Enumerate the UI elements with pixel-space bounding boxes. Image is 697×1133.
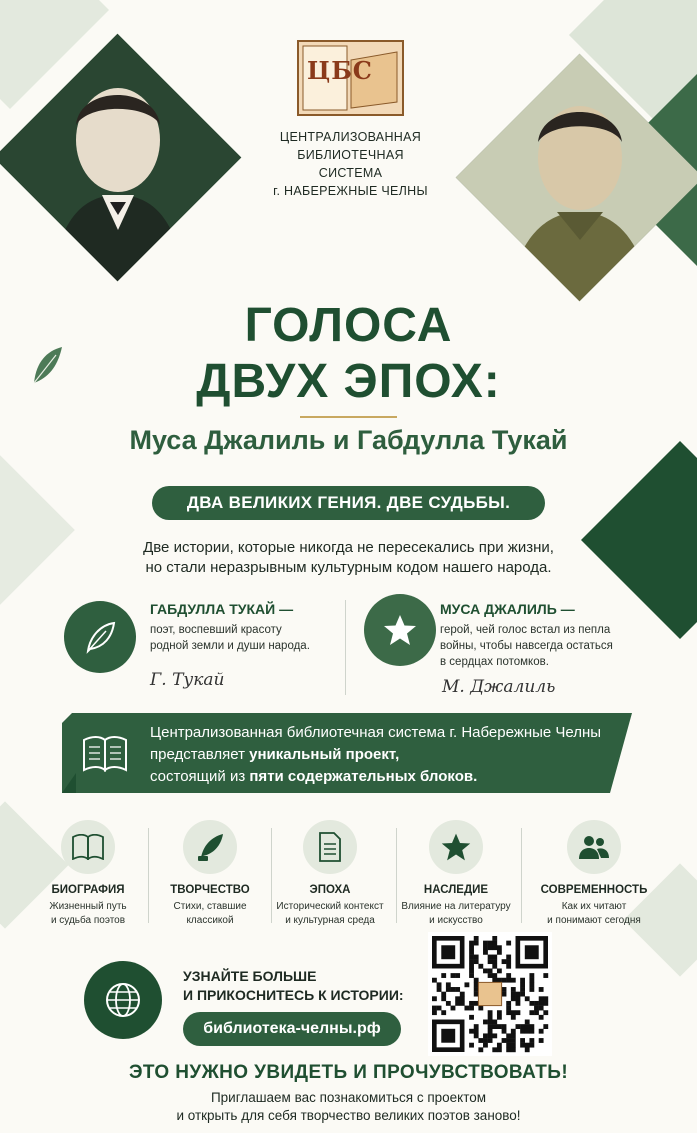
intro-text — [90, 538, 607, 578]
intro-line-1: Две истории, которые никогда не пересекались при жизни, — [143, 539, 554, 556]
block-creativity — [152, 820, 268, 928]
title-line-2: ДВУХ ЭПОХ: — [196, 355, 501, 408]
block-title: ТВОРЧЕСТВО — [170, 884, 250, 896]
site-url-link[interactable]: библиотека-челны.рф — [183, 1012, 401, 1046]
block-legacy — [398, 820, 514, 928]
block-biography — [30, 820, 146, 928]
invitation-line-2: и открыть для себя творчество великих поэтов заново! — [176, 1108, 521, 1123]
project-line-2-bold: уникальный проект, — [249, 746, 400, 763]
poet-desc-jalil-line-2: войны, чтобы навсегда остаться — [440, 640, 613, 652]
feather-icon — [64, 601, 136, 673]
block-separator — [396, 828, 397, 923]
org-name — [258, 128, 443, 200]
block-desc-line-2: и понимают сегодня — [547, 915, 641, 926]
org-line-4: г. НАБЕРЕЖНЫЕ ЧЕЛНЫ — [273, 184, 428, 198]
project-line-2 — [150, 744, 620, 766]
star-icon — [364, 594, 436, 666]
block-desc-line-1: Стихи, ставшие — [173, 901, 247, 912]
block-desc-line-1: Влияние на литературу — [401, 901, 511, 912]
invitation-line-1: Приглашаем вас познакомиться с проектом — [210, 1090, 487, 1105]
project-text — [150, 722, 620, 788]
project-line-2-plain: представляет — [150, 746, 250, 763]
cbs-logo — [297, 40, 404, 116]
poet-desc-jalil-line-1: герой, чей голос встал из пепла — [440, 624, 611, 636]
signature-jalil: М. Джалиль — [442, 677, 556, 697]
call-to-action: ЭТО НУЖНО УВИДЕТЬ И ПРОЧУВСТВОВАТЬ! — [128, 1062, 569, 1083]
invitation-text — [80, 1089, 617, 1125]
qr-code[interactable] — [428, 932, 552, 1056]
book-icon — [82, 734, 128, 777]
banner: ДВА ВЕЛИКИХ ГЕНИЯ. ДВЕ СУДЬБЫ. — [152, 486, 545, 520]
document-icon — [303, 820, 357, 874]
block-epoch — [272, 820, 388, 928]
project-line-3-plain: состоящий из — [150, 768, 250, 785]
title-divider — [300, 416, 397, 418]
globe-icon — [84, 961, 162, 1039]
logo-letters: ЦБС — [307, 56, 373, 85]
learn-more-line-2: И ПРИКОСНИТЕСЬ К ИСТОРИИ: — [183, 987, 404, 1003]
block-separator — [148, 828, 149, 923]
block-desc-line-2: классикой — [186, 915, 234, 926]
block-separator — [521, 828, 522, 923]
project-line-3-bold: пяти содержательных блоков. — [249, 768, 478, 785]
poet-desc-jalil — [440, 622, 613, 670]
leaf-decoration-icon — [30, 345, 64, 390]
learn-more-line-1: УЗНАЙТЕ БОЛЬШЕ — [183, 968, 317, 984]
block-desc-line-1: Жизненный путь — [49, 901, 127, 912]
signature-tukay: Г. Тукай — [150, 670, 225, 690]
poet-desc-tukay-line-2: родной земли и души народа. — [150, 640, 310, 652]
org-line-1: ЦЕНТРАЛИЗОВАННАЯ — [279, 130, 422, 144]
block-desc-line-2: и искусство — [429, 915, 483, 926]
org-line-2: БИБЛИОТЕЧНАЯ — [297, 148, 404, 162]
poet-desc-tukay — [150, 622, 310, 654]
block-desc-line-1: Исторический контекст — [276, 901, 384, 912]
poet-name-jalil: МУСА ДЖАЛИЛЬ — — [440, 601, 575, 617]
project-line-1: Централизованная библиотечная система г. Набережные Челны — [150, 724, 602, 741]
poet-desc-tukay-line-1: поэт, воспевший красоту — [150, 624, 282, 636]
quill-icon — [183, 820, 237, 874]
intro-line-2: но стали неразрывным культурным кодом нашего народа. — [145, 559, 552, 576]
block-desc-line-1: Как их читают — [561, 901, 627, 912]
poet-desc-jalil-line-3: в сердцах потомков. — [440, 656, 549, 668]
block-desc-line-2: и судьба поэтов — [50, 915, 126, 926]
poets-divider — [345, 600, 346, 695]
block-desc-line-2: и культурная среда — [285, 915, 375, 926]
block-modernity — [536, 820, 652, 928]
learn-more-text — [183, 967, 404, 1005]
block-title: БИОГРАФИЯ — [51, 884, 125, 896]
subtitle: Муса Джалиль и Габдулла Тукай — [129, 425, 568, 455]
org-line-3: СИСТЕМА — [318, 166, 383, 180]
qr-code-graphic — [428, 932, 552, 1056]
poet-name-tukay: ГАБДУЛЛА ТУКАЙ — — [150, 601, 294, 617]
people-icon — [567, 820, 621, 874]
title-line-1: ГОЛОСА — [244, 299, 453, 352]
block-title: СОВРЕМЕННОСТЬ — [540, 884, 648, 896]
decor-diamond-left — [0, 445, 75, 615]
block-title: НАСЛЕДИЕ — [423, 884, 489, 896]
star-icon — [429, 820, 483, 874]
book-icon — [61, 820, 115, 874]
project-line-3 — [150, 766, 620, 788]
block-title: ЭПОХА — [309, 884, 351, 896]
